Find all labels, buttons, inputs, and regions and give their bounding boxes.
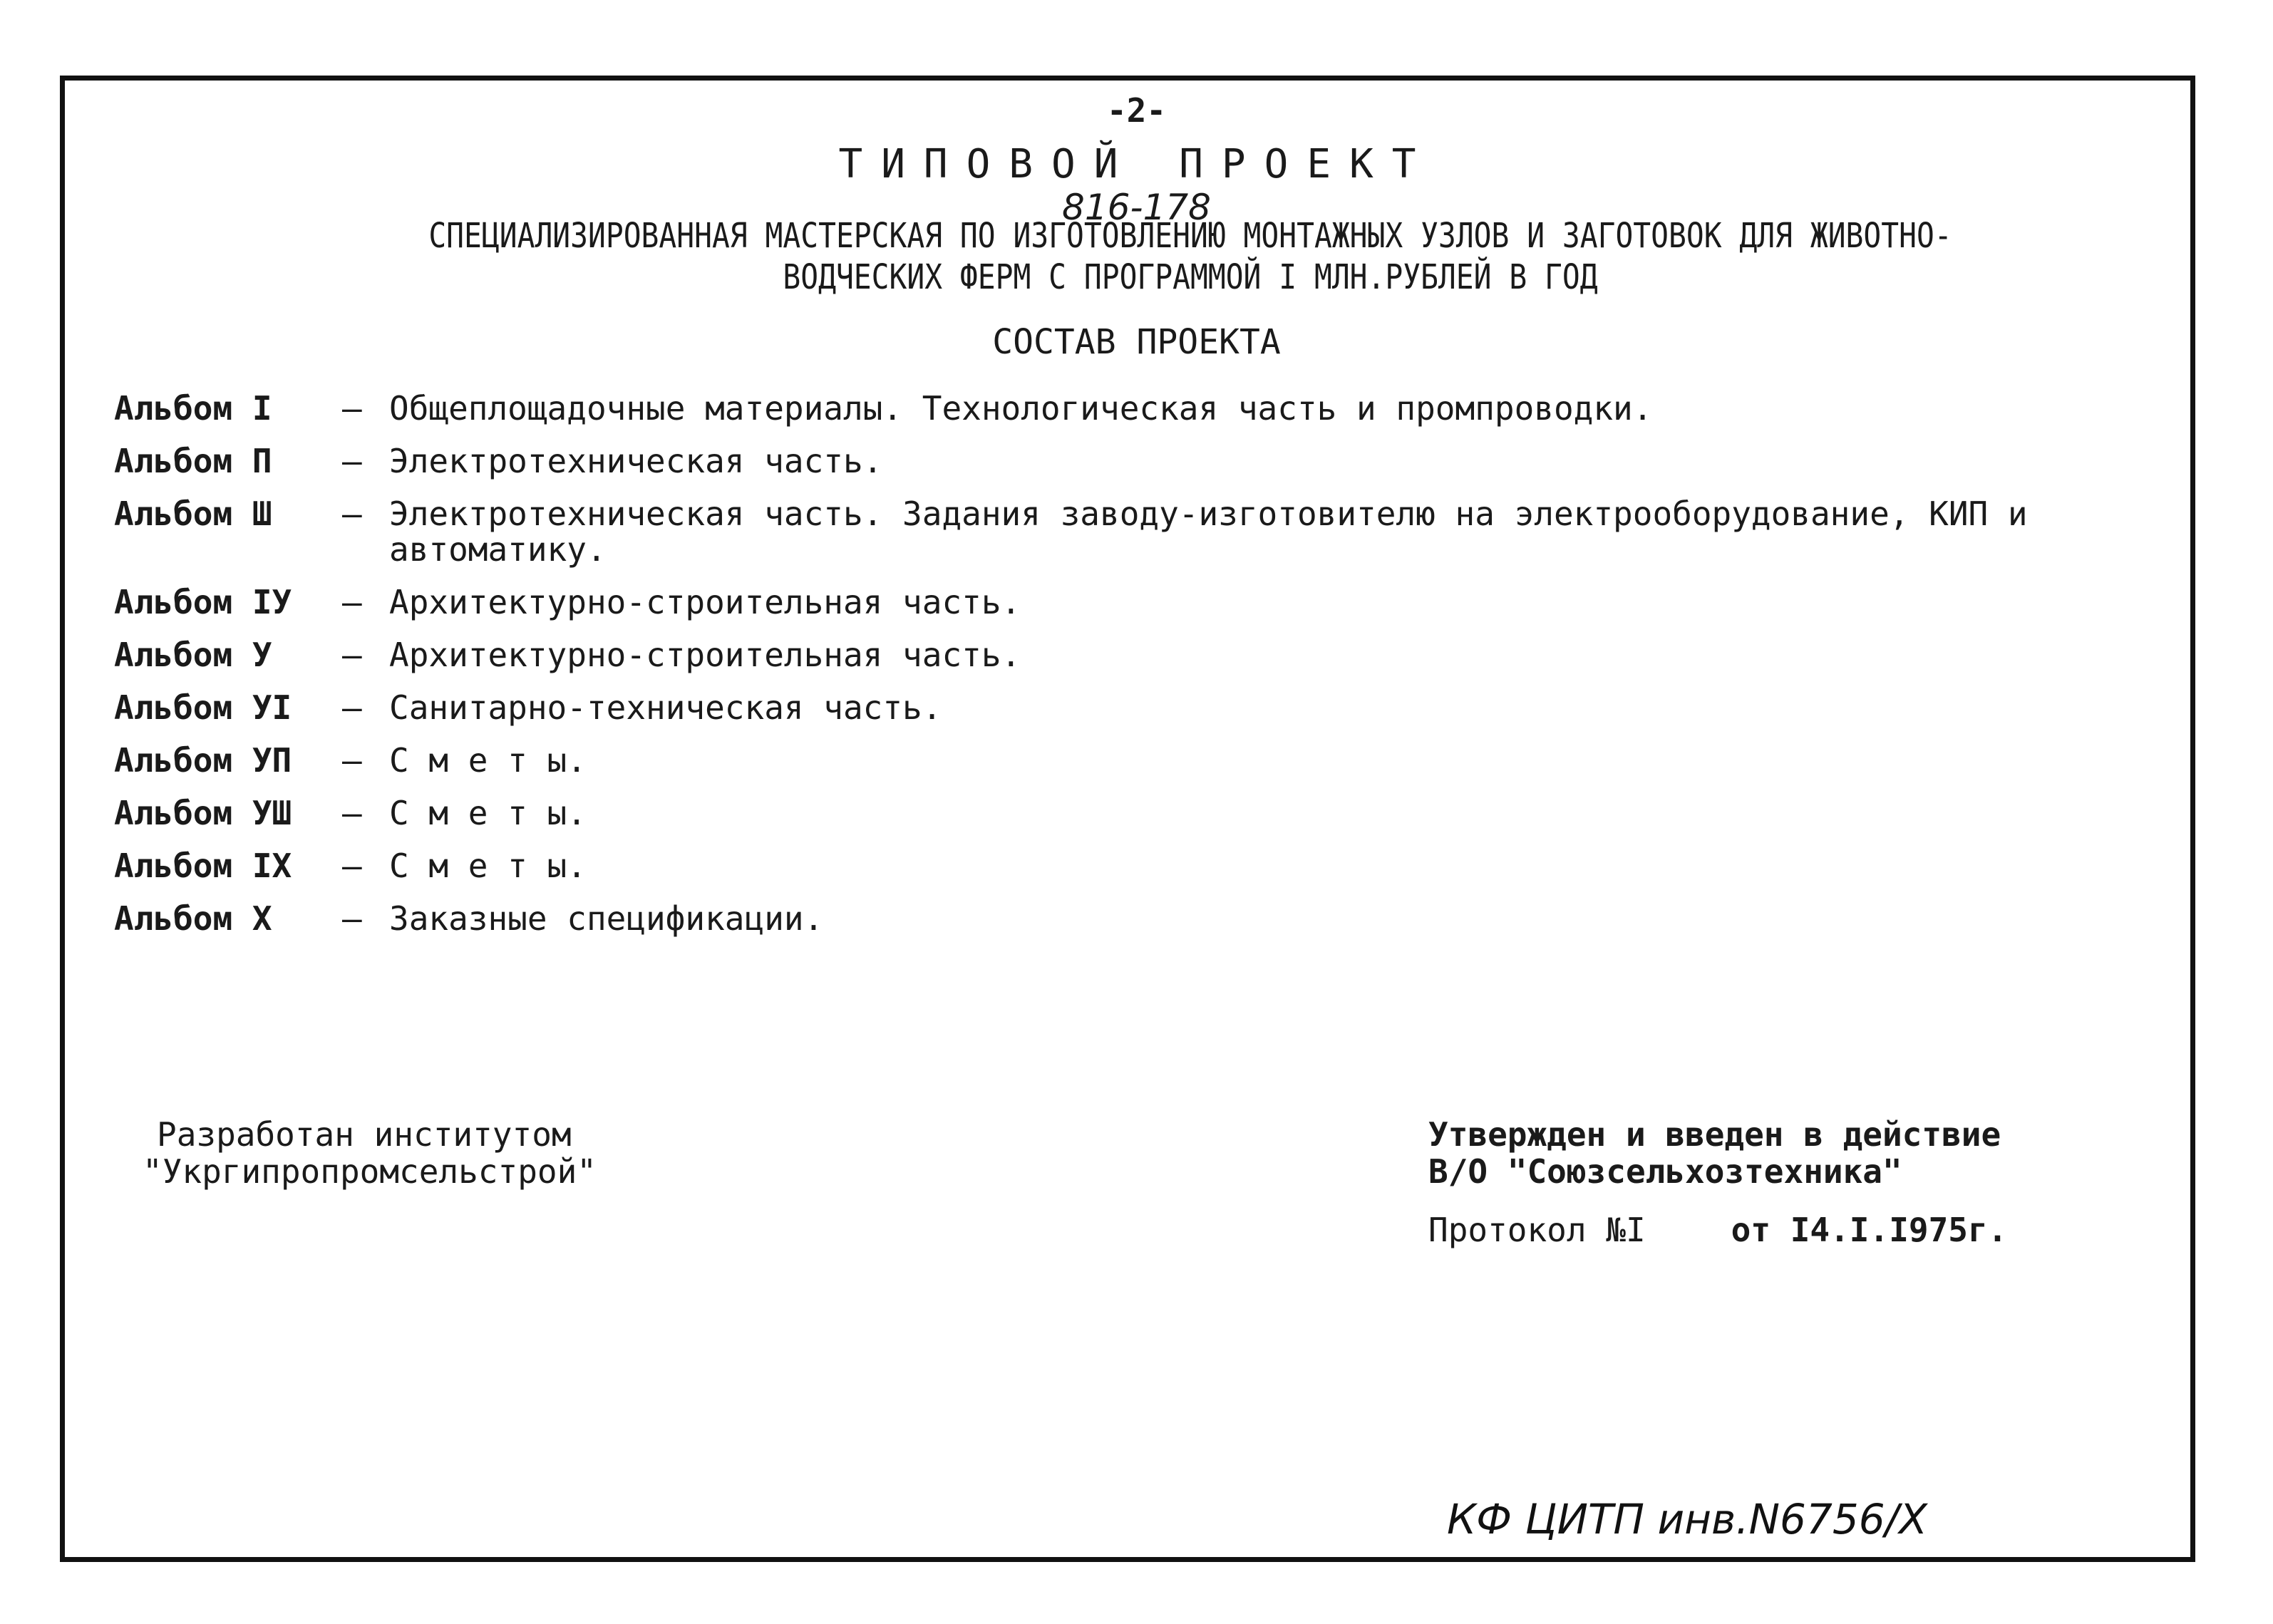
album-description: Заказные спецификации. — [389, 899, 824, 938]
album-label: Альбом Х — [114, 899, 272, 938]
inventory-stamp: КФ ЦИТП инв.N6756/Х — [1447, 1495, 1927, 1543]
protocol-number: Протокол №I — [1428, 1211, 1646, 1249]
project-title — [406, 215, 1975, 298]
album-label: Альбом УI — [114, 688, 292, 727]
protocol-date: от I4.I.I975г. — [1731, 1211, 2008, 1249]
album-description: С м е т ы. — [389, 794, 587, 832]
project-title-line-2: ВОДЧЕСКИХ ФЕРМ С ПРОГРАММОЙ I МЛН.РУБЛЕЙ В ГОД — [783, 257, 1598, 297]
album-row — [114, 743, 2145, 778]
album-list — [114, 391, 2145, 953]
developer-institute: "Укргипропромсельстрой" — [143, 1152, 597, 1191]
album-description: Общеплощадочные материалы. Технологическая часть и промпроводки. — [389, 389, 1653, 428]
dash-separator: – — [342, 794, 362, 832]
dash-separator: – — [342, 688, 362, 727]
album-label: Альбом У — [114, 636, 272, 674]
album-row — [114, 637, 2145, 673]
album-description: Электротехническая часть. — [389, 442, 883, 480]
album-description: Архитектурно-строительная часть. — [389, 636, 1021, 674]
album-row — [114, 443, 2145, 479]
album-row — [114, 848, 2145, 884]
album-label: Альбом I — [114, 389, 272, 428]
album-label: Альбом УШ — [114, 794, 292, 832]
approval-organization: В/О "Союзсельхозтехника" — [1428, 1152, 1902, 1191]
album-label: Альбом Ш — [114, 495, 272, 533]
section-heading: СОСТАВ ПРОЕКТА — [992, 322, 1281, 362]
album-row — [114, 795, 2145, 831]
page-number: -2- — [1106, 91, 1167, 130]
album-label: Альбом IХ — [114, 847, 292, 885]
dash-separator: – — [342, 389, 362, 428]
album-row — [114, 584, 2145, 620]
project-title-line-1: СПЕЦИАЛИЗИРОВАННАЯ МАСТЕРСКАЯ ПО ИЗГОТОВЛЕНИЮ МОНТАЖНЫХ УЗЛОВ И ЗАГОТОВОК ДЛЯ ЖИВОТНО- — [428, 216, 1952, 256]
protocol-line — [1428, 1211, 2007, 1248]
album-description: Электротехническая часть. Задания заводу-изготовителю на электрооборудование, КИП и автоматику. — [389, 495, 2028, 569]
approval-label: Утвержден и введен в действие — [1428, 1115, 2001, 1154]
album-row — [114, 391, 2145, 426]
dash-separator: – — [342, 583, 362, 621]
document-type-title: ТИПОВОЙ ПРОЕКТ — [838, 141, 1435, 187]
dash-separator: – — [342, 442, 362, 480]
developer-block — [143, 1115, 597, 1191]
album-row — [114, 690, 2145, 725]
dash-separator: – — [342, 741, 362, 780]
project-code: 816-178 — [1062, 187, 1211, 228]
dash-separator: – — [342, 847, 362, 885]
developer-label: Разработан институтом — [157, 1115, 572, 1154]
dash-separator: – — [342, 636, 362, 674]
album-label: Альбом IУ — [114, 583, 292, 621]
album-label: Альбом УП — [114, 741, 292, 780]
album-description: Архитектурно-строительная часть. — [389, 583, 1021, 621]
dash-separator: – — [342, 495, 362, 533]
album-row — [114, 901, 2145, 936]
album-row — [114, 496, 2145, 567]
album-label: Альбом П — [114, 442, 272, 480]
album-description: С м е т ы. — [389, 741, 587, 780]
album-description: Санитарно-техническая часть. — [389, 688, 942, 727]
approval-block — [1428, 1116, 2001, 1190]
dash-separator: – — [342, 899, 362, 938]
album-description: С м е т ы. — [389, 847, 587, 885]
